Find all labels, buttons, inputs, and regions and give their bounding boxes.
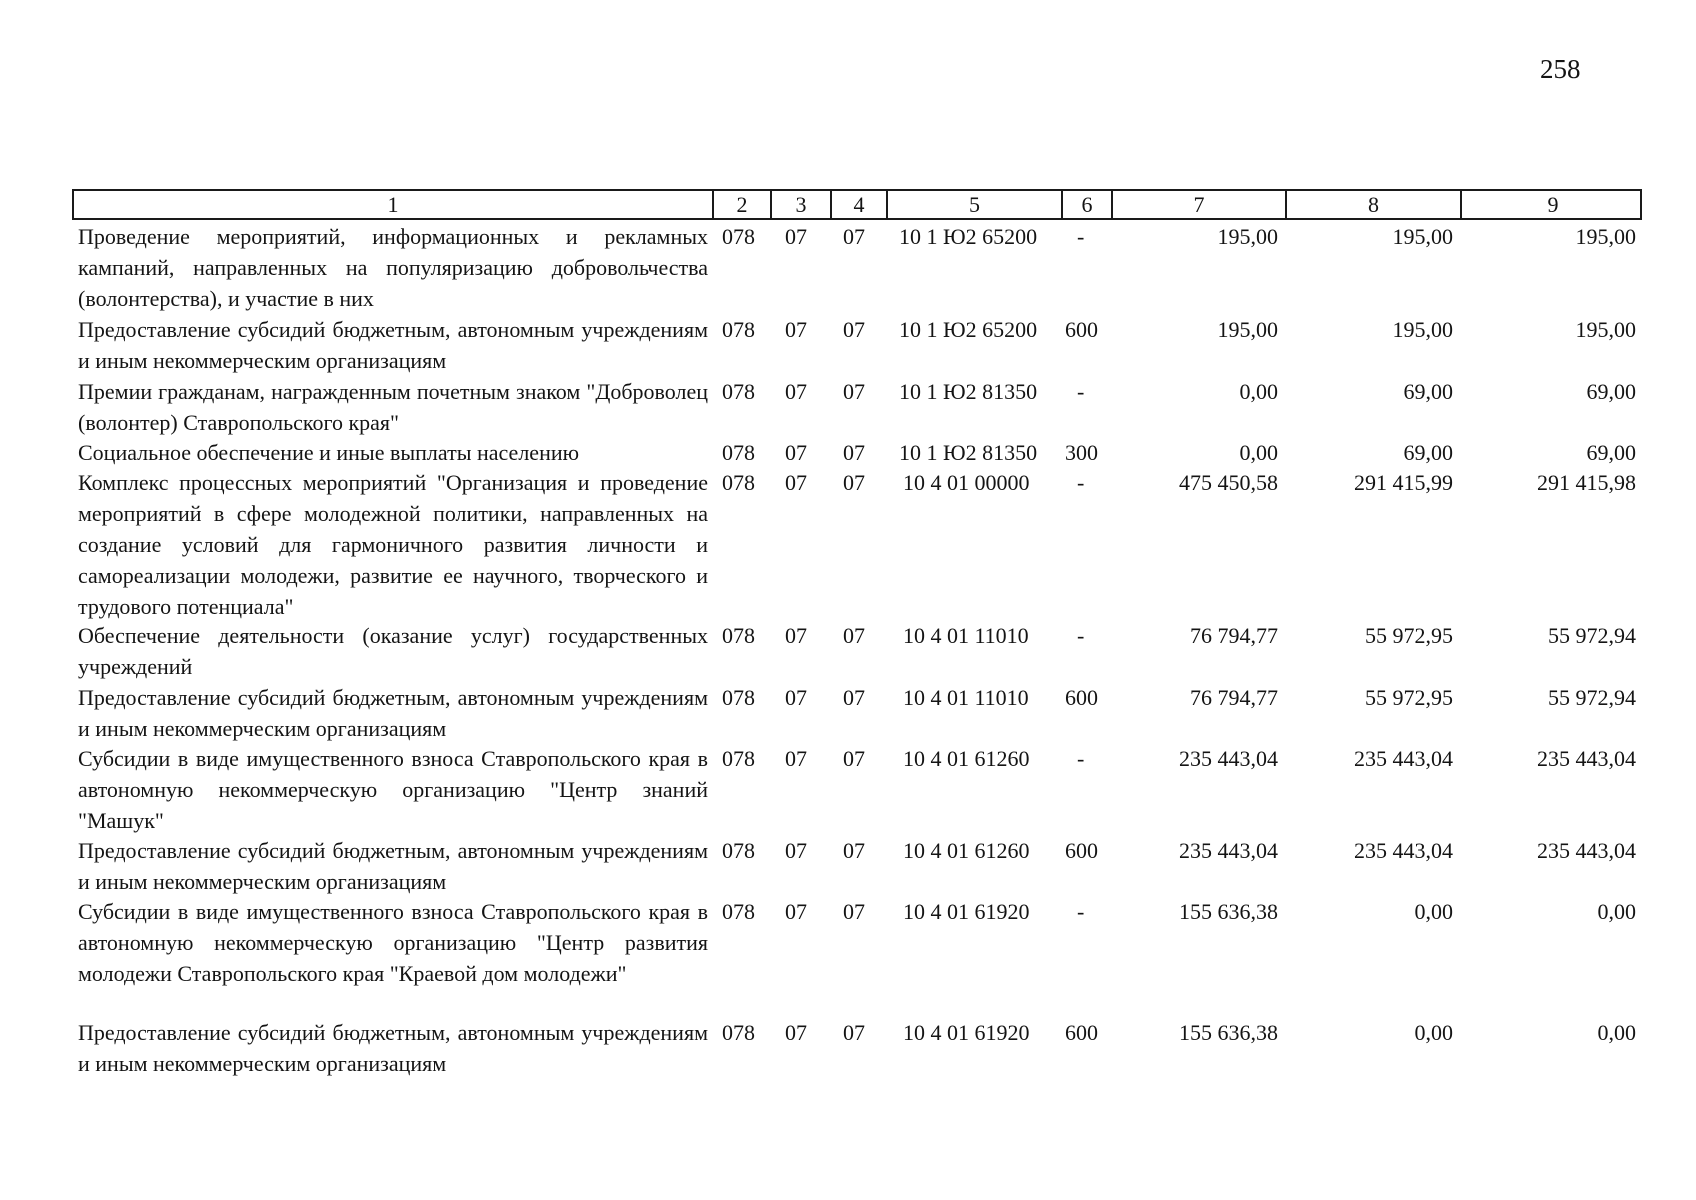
row-col-8: 195,00: [1392, 317, 1453, 342]
row-col-5: 10 1 Ю2 65200: [899, 317, 1038, 342]
row-col-7: 155 636,38: [1179, 1020, 1278, 1045]
row-col-2: 078: [722, 899, 755, 924]
row-name: Обеспечение деятельности (оказание услуг) государственных учреждений: [78, 623, 708, 679]
row-col-4: 07: [843, 379, 865, 404]
row-col-5: 10 4 01 00000: [903, 470, 1030, 495]
row-col-9: 235 443,04: [1537, 746, 1636, 771]
row-col-8: 0,00: [1414, 899, 1453, 924]
row-col-4: 07: [843, 470, 865, 495]
row-col-7: 76 794,77: [1190, 685, 1278, 710]
row-col-4: 07: [843, 685, 865, 710]
table-header: [72, 189, 1642, 220]
row-col-8: 235 443,04: [1354, 746, 1453, 771]
row-col-9: 55 972,94: [1548, 623, 1636, 648]
row-col-6: -: [1077, 224, 1085, 249]
row-col-6: -: [1077, 470, 1085, 495]
row-col-6: -: [1077, 379, 1085, 404]
row-col-4: 07: [843, 838, 865, 863]
row-col-8: 195,00: [1392, 224, 1453, 249]
header-col-5: 5: [886, 191, 1061, 218]
row-col-6: -: [1077, 746, 1085, 771]
row-col-8: 55 972,95: [1365, 685, 1453, 710]
row-col-3: 07: [785, 899, 807, 924]
row-col-7: 0,00: [1239, 379, 1278, 404]
row-col-7: 195,00: [1217, 317, 1278, 342]
row-col-4: 07: [843, 1020, 865, 1045]
header-col-8: 8: [1285, 191, 1460, 218]
row-col-3: 07: [785, 623, 807, 648]
row-col-6: 600: [1065, 838, 1098, 863]
row-col-8: 0,00: [1414, 1020, 1453, 1045]
row-col-7: 235 443,04: [1179, 746, 1278, 771]
row-col-7: 0,00: [1239, 440, 1278, 465]
row-name: Предоставление субсидий бюджетным, автономным учреждениям и иным некоммерческим организациям: [78, 317, 708, 373]
row-col-4: 07: [843, 623, 865, 648]
row-col-2: 078: [722, 746, 755, 771]
row-col-4: 07: [843, 224, 865, 249]
row-col-3: 07: [785, 1020, 807, 1045]
row-col-7: 155 636,38: [1179, 899, 1278, 924]
row-col-5: 10 1 Ю2 81350: [899, 440, 1038, 465]
row-col-4: 07: [843, 899, 865, 924]
row-col-2: 078: [722, 470, 755, 495]
row-col-9: 0,00: [1597, 899, 1636, 924]
row-col-9: 69,00: [1586, 440, 1636, 465]
row-name: Проведение мероприятий, информационных и рекламных кампаний, направленных на популяризацию добровольчества (волонтерства), и участие в них: [78, 224, 708, 311]
row-name: Предоставление субсидий бюджетным, автономным учреждениям и иным некоммерческим организациям: [78, 1020, 708, 1076]
row-col-2: 078: [722, 317, 755, 342]
row-col-6: -: [1077, 623, 1085, 648]
row-col-7: 195,00: [1217, 224, 1278, 249]
row-name: Предоставление субсидий бюджетным, автономным учреждениям и иным некоммерческим организациям: [78, 685, 708, 741]
row-col-3: 07: [785, 470, 807, 495]
row-col-2: 078: [722, 379, 755, 404]
row-col-5: 10 1 Ю2 65200: [899, 224, 1038, 249]
row-col-6: 300: [1065, 440, 1098, 465]
row-col-7: 76 794,77: [1190, 623, 1278, 648]
row-col-6: 600: [1065, 1020, 1098, 1045]
row-col-4: 07: [843, 317, 865, 342]
row-col-3: 07: [785, 838, 807, 863]
row-col-4: 07: [843, 440, 865, 465]
header-col-1: 1: [387, 191, 399, 217]
row-col-6: 600: [1065, 685, 1098, 710]
row-col-8: 69,00: [1403, 379, 1453, 404]
row-col-3: 07: [785, 379, 807, 404]
row-col-5: 10 4 01 11010: [903, 623, 1029, 648]
row-name: Премии гражданам, награжденным почетным знаком "Доброволец (волонтер) Ставропольского края": [78, 379, 708, 435]
row-col-3: 07: [785, 317, 807, 342]
row-col-9: 195,00: [1575, 224, 1636, 249]
row-col-5: 10 1 Ю2 81350: [899, 379, 1038, 404]
row-col-8: 235 443,04: [1354, 838, 1453, 863]
header-col-9: 9: [1460, 191, 1644, 218]
row-col-5: 10 4 01 61260: [903, 838, 1030, 863]
header-col-4: 4: [830, 191, 886, 218]
row-col-5: 10 4 01 61920: [903, 899, 1030, 924]
row-name: Субсидии в виде имущественного взноса Ставропольского края в автономную некоммерческую организацию "Центр знаний "Машук": [78, 746, 708, 833]
row-col-3: 07: [785, 440, 807, 465]
row-col-2: 078: [722, 440, 755, 465]
row-col-9: 291 415,98: [1537, 470, 1636, 495]
row-col-4: 07: [843, 746, 865, 771]
row-name: Субсидии в виде имущественного взноса Ставропольского края в автономную некоммерческую организацию "Центр развития молодежи Ставропольского края "Краевой дом молодежи": [78, 899, 708, 986]
row-col-3: 07: [785, 746, 807, 771]
header-col-7: 7: [1111, 191, 1285, 218]
row-col-5: 10 4 01 61920: [903, 1020, 1030, 1045]
row-col-3: 07: [785, 685, 807, 710]
row-name: Комплекс процессных мероприятий "Организация и проведение мероприятий в сфере молодежной политики, направленных на создание условий для гармоничного развития личности и самореализации молодежи, развитие ее научного, творческого и трудового потенциала": [78, 470, 708, 619]
row-col-2: 078: [722, 224, 755, 249]
row-col-5: 10 4 01 11010: [903, 685, 1029, 710]
row-col-9: 0,00: [1597, 1020, 1636, 1045]
header-col-2: 2: [712, 191, 770, 218]
row-col-2: 078: [722, 623, 755, 648]
row-col-9: 55 972,94: [1548, 685, 1636, 710]
row-col-3: 07: [785, 224, 807, 249]
header-col-3: 3: [770, 191, 830, 218]
row-col-2: 078: [722, 685, 755, 710]
row-col-7: 235 443,04: [1179, 838, 1278, 863]
row-col-2: 078: [722, 1020, 755, 1045]
row-col-6: 600: [1065, 317, 1098, 342]
row-col-8: 291 415,99: [1354, 470, 1453, 495]
row-col-9: 235 443,04: [1537, 838, 1636, 863]
row-col-7: 475 450,58: [1179, 470, 1278, 495]
row-col-9: 195,00: [1575, 317, 1636, 342]
row-col-5: 10 4 01 61260: [903, 746, 1030, 771]
page-number: 258: [1540, 54, 1581, 84]
row-name: Социальное обеспечение и иные выплаты населению: [78, 440, 580, 465]
row-col-8: 69,00: [1403, 440, 1453, 465]
row-name: Предоставление субсидий бюджетным, автономным учреждениям и иным некоммерческим организациям: [78, 838, 708, 894]
row-col-9: 69,00: [1586, 379, 1636, 404]
header-col-6: 6: [1061, 191, 1111, 218]
row-col-6: -: [1077, 899, 1085, 924]
row-col-2: 078: [722, 838, 755, 863]
row-col-8: 55 972,95: [1365, 623, 1453, 648]
